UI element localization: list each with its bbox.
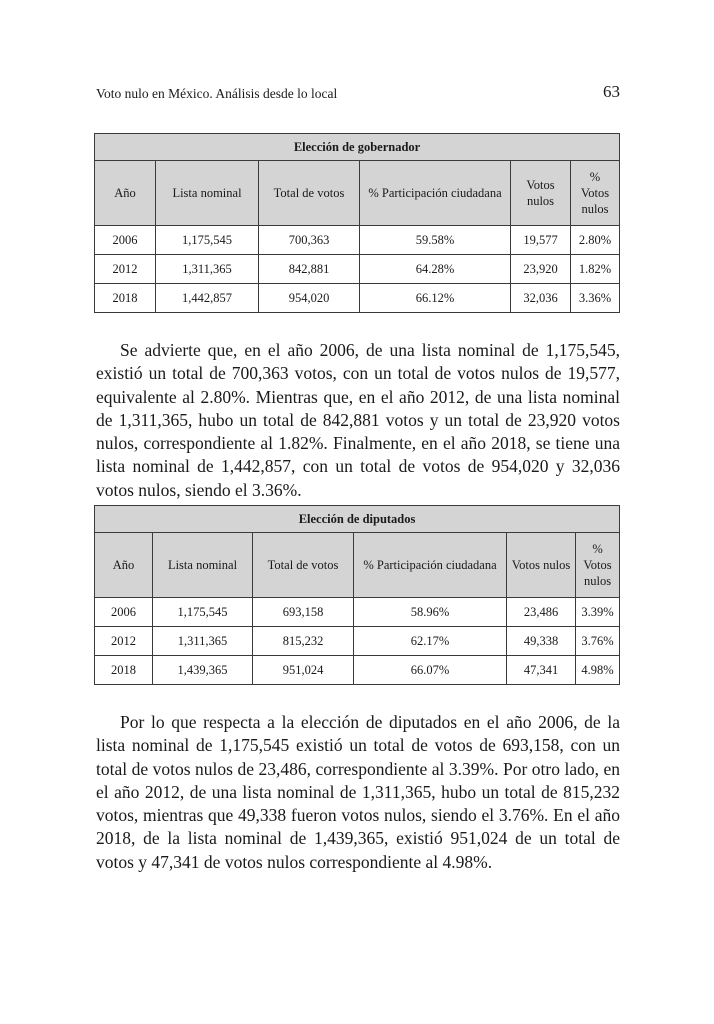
table-cell: 1,175,545 [153, 598, 253, 627]
table-cell: 2018 [95, 656, 153, 685]
column-header: % Participación ciudadana [354, 533, 507, 598]
column-header: % Votos nulos [571, 161, 620, 226]
table-cell: 3.39% [576, 598, 620, 627]
column-header: % Participación ciudadana [360, 161, 511, 226]
table-row [95, 627, 620, 656]
table-cell: 3.76% [576, 627, 620, 656]
page-header [96, 82, 620, 106]
table-cell: 2012 [95, 627, 153, 656]
diputados-table [94, 505, 620, 685]
table-cell: 1,311,365 [153, 627, 253, 656]
table-header-row [95, 533, 620, 598]
table-cell: 66.07% [354, 656, 507, 685]
table-row [95, 226, 620, 255]
table-cell: 2.80% [571, 226, 620, 255]
table-cell: 842,881 [259, 255, 360, 284]
table-cell: 815,232 [253, 627, 354, 656]
body-paragraph: Se advierte que, en el año 2006, de una lista nominal de 1,175,545, existió un total de 700,363 votos, con un total de votos nulos de 19,577, equivalente al 2.80%. Mientras que, en el año 2012, de una lista nominal de 1,311,365, hubo un total de 842,881 votos y un total de 23,920 votos nulos, correspondiente al 1.82%. Finalmente, en el año 2018, se tiene una lista nominal de 1,442,857, con un total de votos de 954,020 y 32,036 votos nulos, siendo el 3.36%. [96, 340, 620, 500]
table-cell: 62.17% [354, 627, 507, 656]
table-cell: 1,439,365 [153, 656, 253, 685]
table-cell: 2006 [95, 226, 156, 255]
table-cell: 3.36% [571, 284, 620, 313]
gobernador-table [94, 133, 620, 313]
table-cell: 954,020 [259, 284, 360, 313]
column-header: Votos nulos [507, 533, 576, 598]
table-cell: 1,442,857 [156, 284, 259, 313]
table-cell: 66.12% [360, 284, 511, 313]
column-header: Votos nulos [511, 161, 571, 226]
column-header: Total de votos [259, 161, 360, 226]
column-header: % Votos nulos [576, 533, 620, 598]
column-header: Año [95, 533, 153, 598]
column-header: Lista nominal [153, 533, 253, 598]
table-cell: 47,341 [507, 656, 576, 685]
table-cell: 59.58% [360, 226, 511, 255]
table-row [95, 656, 620, 685]
page-number: 63 [603, 82, 620, 101]
table-cell: 951,024 [253, 656, 354, 685]
table-cell: 4.98% [576, 656, 620, 685]
table-cell: 2018 [95, 284, 156, 313]
table-row [95, 598, 620, 627]
table-cell: 2006 [95, 598, 153, 627]
table-caption: Elección de gobernador [95, 134, 620, 161]
table-row [95, 255, 620, 284]
table-header-row [95, 161, 620, 226]
table-cell: 32,036 [511, 284, 571, 313]
running-title: Voto nulo en México. Análisis desde lo local [96, 86, 338, 101]
table-cell: 19,577 [511, 226, 571, 255]
table-cell: 64.28% [360, 255, 511, 284]
table-row [95, 284, 620, 313]
table-cell: 58.96% [354, 598, 507, 627]
table-caption: Elección de diputados [95, 506, 620, 533]
column-header: Año [95, 161, 156, 226]
table-cell: 23,486 [507, 598, 576, 627]
table-cell: 1,175,545 [156, 226, 259, 255]
table-cell: 693,158 [253, 598, 354, 627]
table-cell: 1.82% [571, 255, 620, 284]
table-cell: 2012 [95, 255, 156, 284]
column-header: Total de votos [253, 533, 354, 598]
column-header: Lista nominal [156, 161, 259, 226]
table-cell: 49,338 [507, 627, 576, 656]
table-cell: 23,920 [511, 255, 571, 284]
table-cell: 700,363 [259, 226, 360, 255]
body-paragraph: Por lo que respecta a la elección de diputados en el año 2006, de la lista nominal de 1,175,545 existió un total de votos de 693,158, con un total de votos nulos de 23,486, correspondiente al 3.39%. Por otro lado, en el año 2012, de una lista nominal de 1,311,365, hubo un total de 815,232 votos, mientras que 49,338 fueron votos nulos, siendo el 3.76%. En el año 2018, de la lista nominal de 1,439,365, existió 951,024 de un total de votos y 47,341 de votos nulos correspondiente al 4.98%. [96, 712, 620, 872]
table-cell: 1,311,365 [156, 255, 259, 284]
